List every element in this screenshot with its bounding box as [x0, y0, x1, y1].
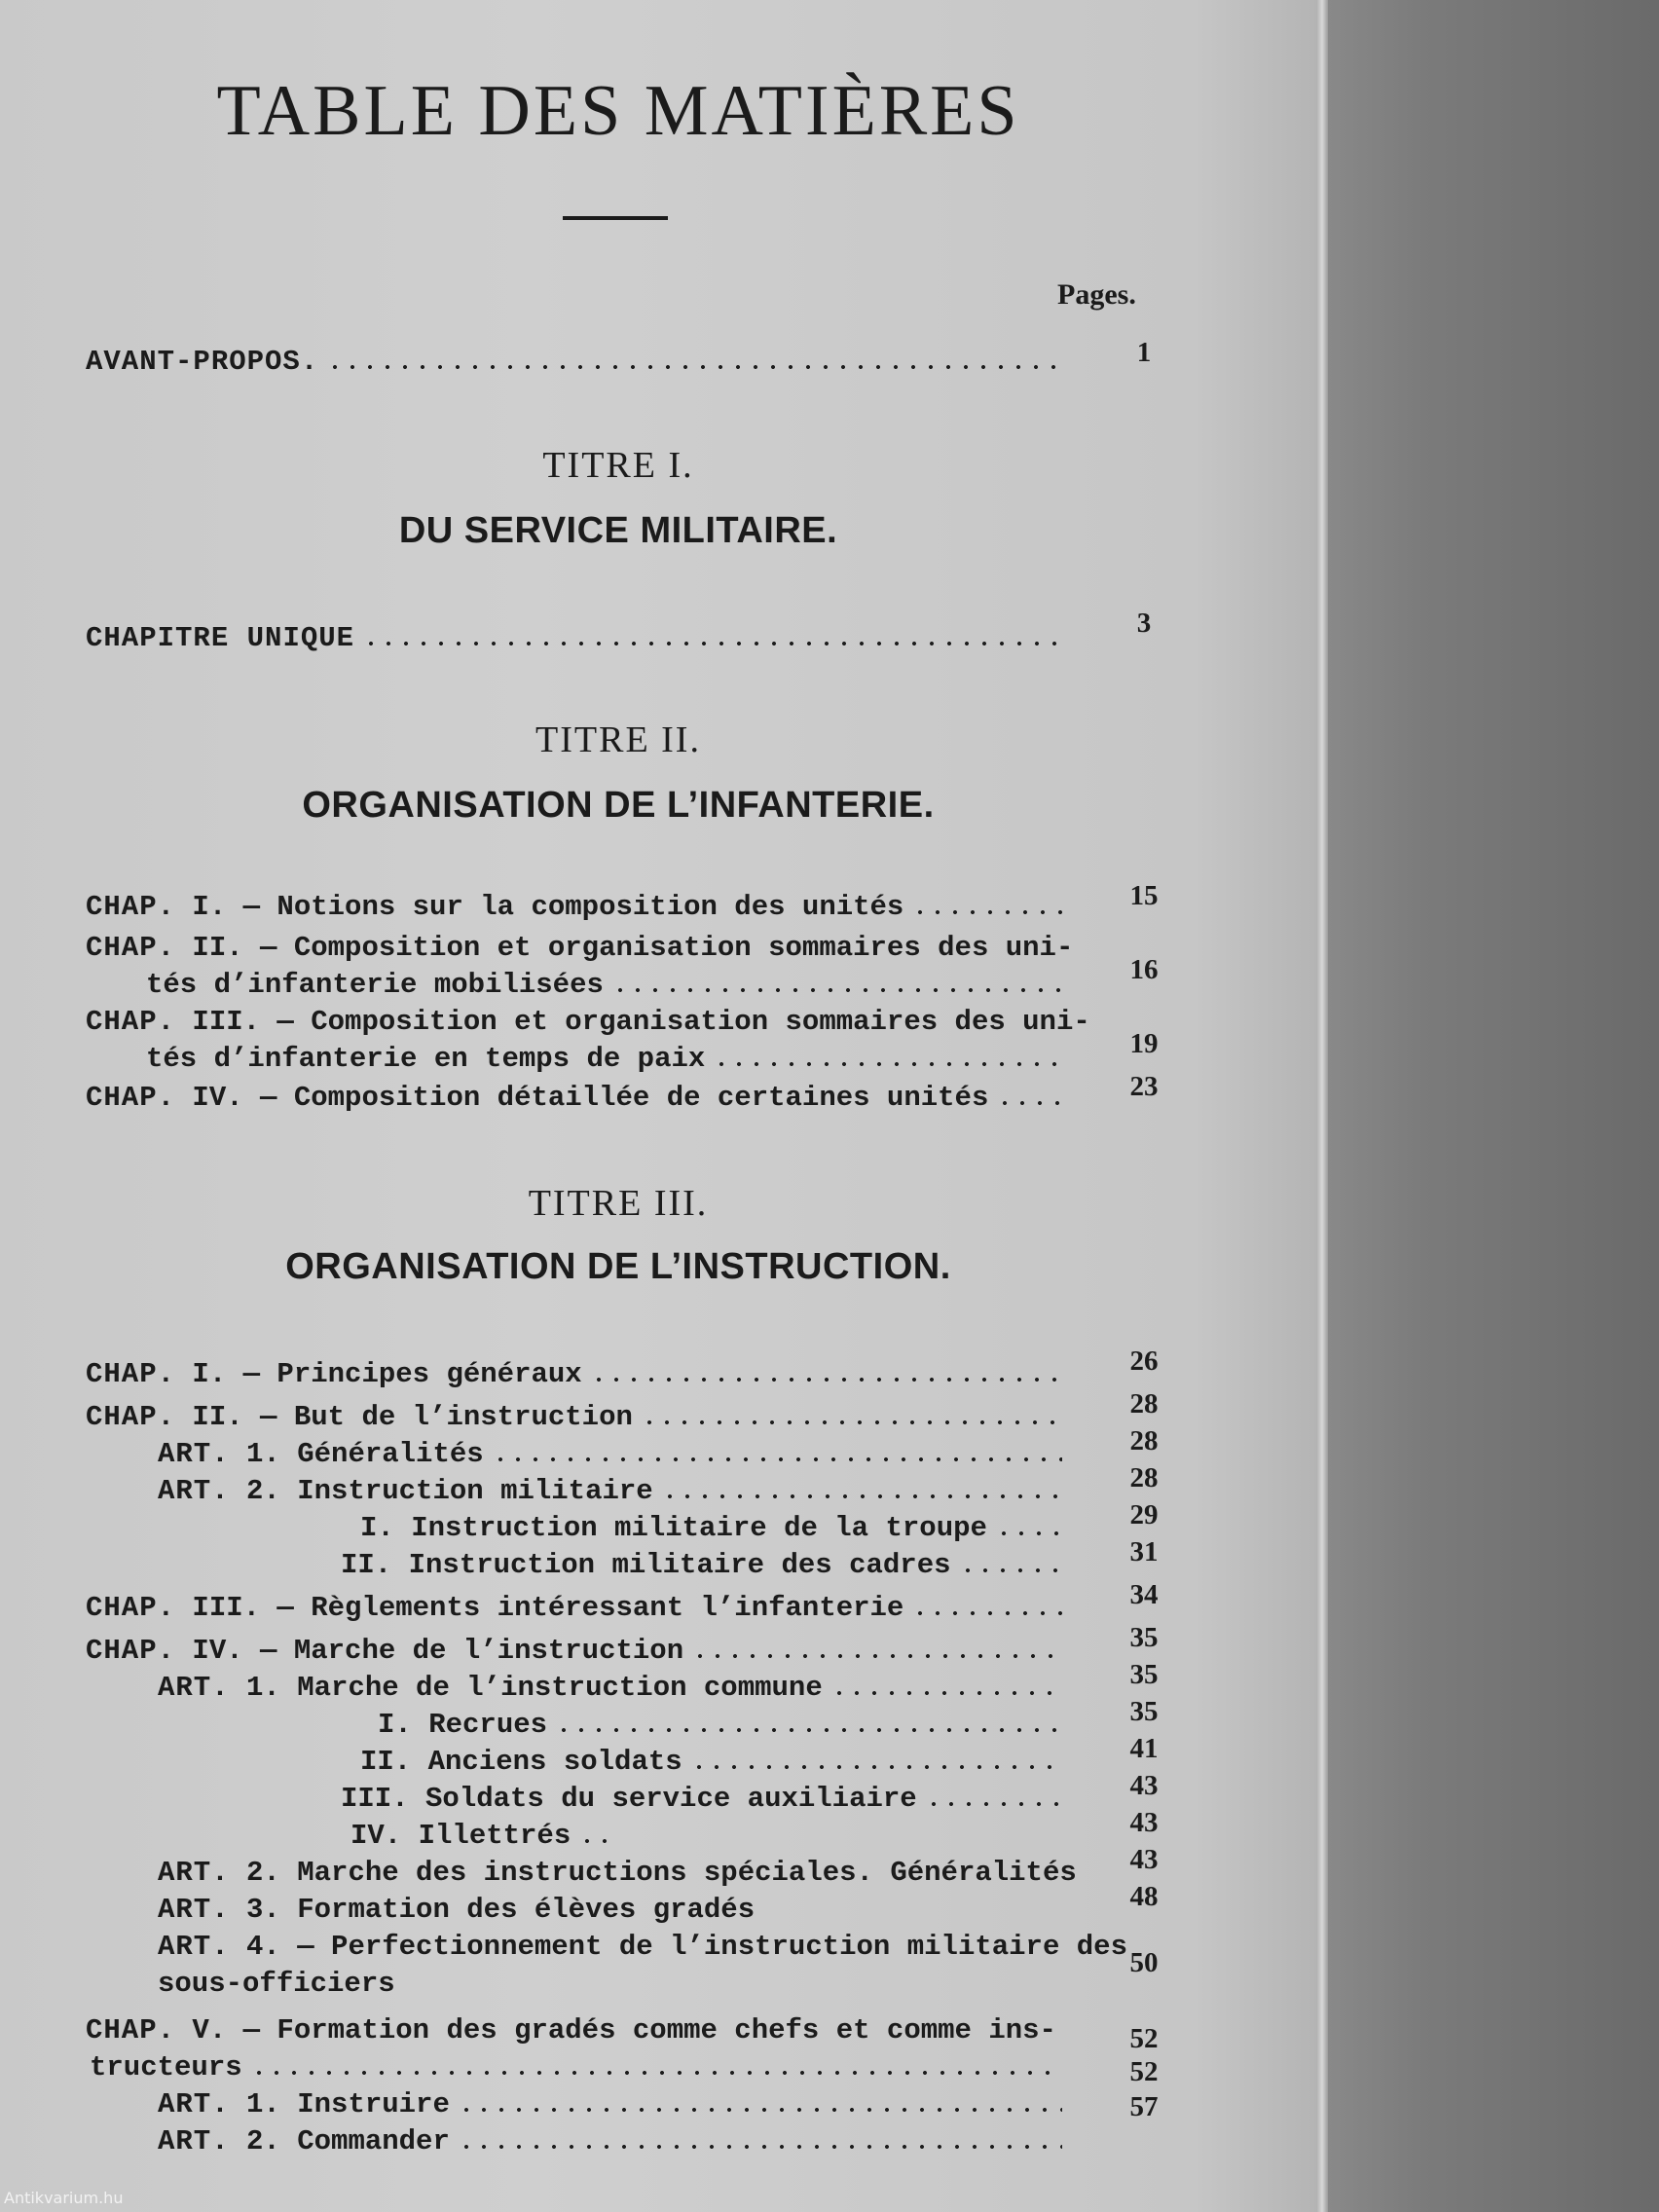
leader-dots [458, 2145, 1062, 2149]
titre-heading: ORGANISATION DE L’INSTRUCTION. [285, 1246, 951, 1287]
toc-entry[interactable] [86, 927, 1074, 964]
page-number: 43 [1129, 1844, 1159, 1875]
toc-entry[interactable] [86, 1001, 1090, 1038]
entry-text: CHAP. I. — Principes généraux [86, 1358, 582, 1390]
entry-text: CHAP. V. — Formation des gradés comme chefs et comme ins- [86, 2014, 1056, 2046]
leader-dots [996, 1101, 1062, 1105]
toc-entry[interactable] [360, 1507, 1066, 1544]
entry-text: CHAP. III. — Composition et organisation sommaires des uni- [86, 1006, 1090, 1038]
page-number: 34 [1129, 1579, 1159, 1610]
titre-number: TITRE I. [542, 445, 694, 486]
page-number: 35 [1129, 1659, 1159, 1690]
entry-text: II. Instruction militaire des cadres [341, 1549, 951, 1581]
toc-entry[interactable] [86, 886, 1066, 923]
page-number: 31 [1129, 1536, 1159, 1567]
leader-dots [911, 910, 1062, 914]
toc-entry-continuation[interactable] [146, 964, 1066, 1001]
page-number: 41 [1129, 1733, 1159, 1764]
entry-text: CHAP. III. — Règlements intéressant l’infanterie [86, 1592, 904, 1624]
toc-entry-continuation[interactable] [158, 1963, 1066, 2000]
entry-text: AVANT-PROPOS. [86, 346, 319, 378]
leader-dots [830, 1691, 1062, 1695]
page-number: 28 [1129, 1388, 1159, 1419]
toc-entry[interactable] [86, 617, 1066, 654]
page-number: 15 [1129, 880, 1159, 911]
leader-dots [590, 1378, 1062, 1382]
leader-dots [691, 1654, 1062, 1658]
page-number: 35 [1129, 1696, 1159, 1727]
page-number: 29 [1129, 1499, 1159, 1530]
toc-entry[interactable] [158, 1667, 1066, 1704]
entry-text: CHAP. IV. — Marche de l’instruction [86, 1635, 684, 1667]
entry-text: ART. 2. Marche des instructions spéciales. Généralités [158, 1857, 1077, 1889]
background-surface [1322, 0, 1659, 2212]
leader-dots [911, 1611, 1062, 1615]
toc-entry[interactable] [86, 1353, 1066, 1390]
page-number: 26 [1129, 1346, 1159, 1377]
pages-column-label: Pages. [1057, 278, 1136, 311]
toc-entry-continuation[interactable] [146, 1038, 1066, 1075]
toc-entry[interactable] [158, 1889, 1066, 1926]
page-number: 3 [1136, 608, 1152, 639]
page-number: 57 [1129, 2091, 1159, 2122]
leader-dots [661, 1494, 1062, 1498]
entry-text: ART. 1. Instruire [158, 2088, 450, 2120]
entry-text: ART. 4. — Perfectionnement de l’instruction militaire des [158, 1931, 1127, 1963]
leader-dots [925, 1802, 1062, 1806]
page-number: 48 [1129, 1881, 1159, 1912]
page-number: 43 [1129, 1770, 1159, 1801]
entry-text: ART. 3. Formation des élèves gradés [158, 1894, 756, 1926]
page-number: 1 [1136, 337, 1152, 368]
toc-entry[interactable] [86, 1630, 1066, 1667]
page-number: 43 [1129, 1807, 1159, 1838]
entry-text: ART. 2. Instruction militaire [158, 1475, 653, 1507]
entry-text: ART. 2. Commander [158, 2125, 450, 2157]
page-edge [1316, 0, 1328, 2212]
watermark: Antikvarium.hu [4, 2189, 124, 2207]
toc-entry-avant-propos[interactable] [86, 341, 1066, 378]
page-number: 28 [1129, 1462, 1159, 1493]
entry-text: I. Recrues [378, 1709, 548, 1741]
leader-dots [250, 2071, 1062, 2075]
page-number: 19 [1129, 1028, 1159, 1059]
leader-dots [690, 1765, 1062, 1769]
page-number: 52 [1129, 2056, 1159, 2087]
page-number: 50 [1129, 1947, 1159, 1978]
page-number: 23 [1129, 1071, 1159, 1102]
leader-dots [611, 988, 1062, 992]
toc-entry[interactable] [341, 1544, 1066, 1581]
entry-text: tructeurs [90, 2051, 242, 2083]
titre-number: TITRE II. [535, 719, 701, 760]
toc-entry-continuation[interactable] [90, 2046, 1066, 2083]
toc-entry[interactable] [341, 1778, 1066, 1815]
entry-text: tés d’infanterie mobilisées [146, 969, 604, 1001]
titre-heading: ORGANISATION DE L’INFANTERIE. [302, 785, 935, 826]
entry-text: IV. Illettrés [350, 1820, 571, 1852]
entry-text: tés d’infanterie en temps de paix [146, 1043, 706, 1075]
entry-text: CHAP. IV. — Composition détaillée de certaines unités [86, 1082, 989, 1114]
entry-text: CHAP. II. — Composition et organisation sommaires des uni- [86, 932, 1074, 964]
leader-dots [959, 1568, 1062, 1572]
toc-entry[interactable] [158, 2083, 1066, 2120]
titre-number: TITRE III. [528, 1183, 709, 1224]
toc-entry[interactable] [86, 1077, 1066, 1114]
titre-heading: DU SERVICE MILITAIRE. [398, 510, 838, 551]
leader-dots [995, 1531, 1062, 1535]
leader-dots [458, 2108, 1062, 2112]
entry-text: CHAP. II. — But de l’instruction [86, 1401, 633, 1433]
entry-text: II. Anciens soldats [360, 1746, 682, 1778]
toc-entry[interactable] [158, 2120, 1066, 2157]
leader-dots [578, 1839, 609, 1843]
page-number: 16 [1129, 954, 1159, 985]
entry-text: sous-officiers [158, 1968, 395, 2000]
leader-dots [362, 642, 1062, 645]
entry-text: I. Instruction militaire de la troupe [360, 1512, 987, 1544]
entry-text: III. Soldats du service auxiliaire [341, 1783, 917, 1815]
toc-entry[interactable] [378, 1704, 1066, 1741]
leader-dots [713, 1062, 1062, 1066]
leader-dots [641, 1420, 1062, 1424]
page-number: 35 [1129, 1622, 1159, 1653]
toc-entry[interactable] [158, 1926, 1127, 1963]
toc-entry[interactable] [86, 1587, 1066, 1624]
toc-entry[interactable] [158, 1852, 1077, 1889]
entry-text: CHAP. I. — Notions sur la composition des unités [86, 891, 904, 923]
leader-dots [492, 1457, 1062, 1461]
toc-entry[interactable] [86, 1396, 1066, 1433]
page-number: 52 [1129, 2023, 1159, 2054]
leader-dots [555, 1728, 1062, 1732]
title-rule [563, 216, 668, 220]
toc-entry[interactable] [158, 1433, 1066, 1470]
toc-entry[interactable] [360, 1741, 1066, 1778]
toc-entry[interactable] [350, 1815, 613, 1852]
entry-text: ART. 1. Généralités [158, 1438, 484, 1470]
entry-text: ART. 1. Marche de l’instruction commune [158, 1672, 823, 1704]
leader-dots [326, 365, 1062, 369]
toc-entry[interactable] [86, 2009, 1066, 2046]
entry-text: CHAPITRE UNIQUE [86, 622, 355, 654]
toc-entry[interactable] [158, 1470, 1066, 1507]
page-number: 28 [1129, 1425, 1159, 1456]
page-title: TABLE DES MATIÈRES [216, 71, 1020, 151]
